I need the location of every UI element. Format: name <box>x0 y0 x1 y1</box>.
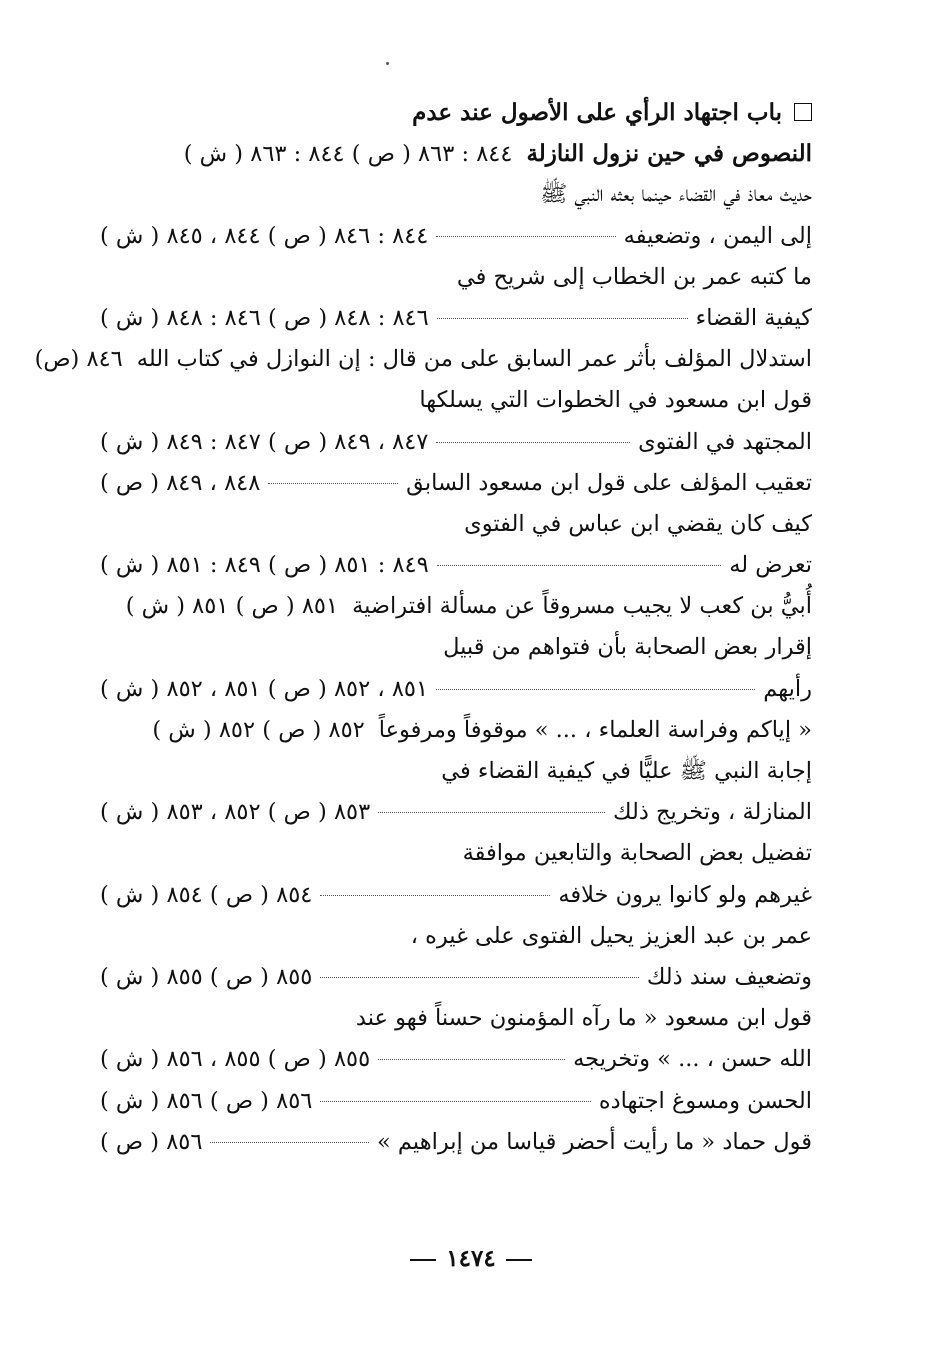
entry-text: الله حسن ، ... » وتخريجه <box>573 1046 812 1073</box>
page-refs: ٨٥٦ ( ص ) ٨٥٦ ( ش ) <box>100 1087 313 1114</box>
page-refs: ٨٤٩ : ٨٥١ ( ص ) ٨٤٩ : ٨٥١ ( ش ) <box>100 552 429 579</box>
entry-text: عمر بن عبد العزيز يحيل الفتوى على غيره ، <box>410 922 812 949</box>
entry-text: رأيهم <box>763 675 812 702</box>
index-entry <box>100 669 812 710</box>
dotted-leader <box>436 442 630 443</box>
page-refs: ٨٥٥ ( ص ) ٨٥٥ ( ش ) <box>100 963 313 990</box>
checkbox-square-icon <box>794 103 812 121</box>
index-entry <box>100 380 812 421</box>
page-refs: ٨٥١ ( ص ) ٨٥١ ( ش ) <box>125 593 339 620</box>
index-entry <box>100 627 812 668</box>
index-entry <box>100 833 812 874</box>
entry-text: إقرار بعض الصحابة بأن فتواهم من قبيل <box>443 634 812 661</box>
page-refs: ٨٥٢ ( ص ) ٨٥٢ ( ش ) <box>152 716 365 743</box>
entry-text: استدلال المؤلف بأثر عمر السابق على من قال : إن النوازل في كتاب الله <box>136 346 812 373</box>
section-heading-line-1 <box>100 92 812 133</box>
page-refs: ٨٥٣ ( ص ) ٨٥٢ ، ٨٥٣ ( ش ) <box>100 799 371 826</box>
page-refs: ٨٥١ ، ٨٥٢ ( ص ) ٨٥١ ، ٨٥٢ ( ش ) <box>100 675 429 702</box>
index-entry <box>100 998 812 1039</box>
index-entry <box>100 751 812 792</box>
page-refs: ٨٤٤ : ٨٤٦ ( ص ) ٨٤٤ ، ٨٤٥ ( ش ) <box>100 222 429 249</box>
index-entry <box>100 216 812 257</box>
page-refs: ٨٤٦ : ٨٤٨ ( ص ) ٨٤٦ : ٨٤٨ ( ش ) <box>100 304 429 331</box>
index-entry <box>100 422 812 463</box>
entry-text: قول ابن مسعود « ما رآه المؤمنون حسناً فهو عند <box>355 1005 812 1032</box>
index-entry <box>100 545 812 586</box>
section-heading-text-1: باب اجتهاد الرأي على الأصول عند عدم <box>412 99 782 126</box>
index-page <box>34 92 812 1163</box>
entry-text: المنازلة ، وتخريج ذلك <box>613 799 812 826</box>
footer-dash-left <box>506 1259 532 1261</box>
entry-text: كيفية القضاء <box>695 304 812 331</box>
entry-text: تعقيب المؤلف على قول ابن مسعود السابق <box>406 469 812 496</box>
entry-text: إلى اليمن ، وتضعيفه <box>623 222 812 249</box>
page-refs: ٨٥٥ ( ص ) ٨٥٥ ، ٨٥٦ ( ش ) <box>100 1046 371 1073</box>
entry-text: تعرض له <box>729 552 812 579</box>
entry-text: وتضعيف سند ذلك <box>646 963 812 990</box>
section-heading-text-2: النصوص في حين نزول النازلة <box>526 140 812 168</box>
entry-text: إجابة النبي ﷺ عليًّا في كيفية القضاء في <box>441 758 812 784</box>
entry-text: أُبيُّ بن كعب لا يجيب مسروقاً عن مسألة افتراضية <box>352 593 812 620</box>
entry-text: قول ابن مسعود في الخطوات التي يسلكها <box>419 387 812 414</box>
scan-speck <box>386 62 389 65</box>
index-entry <box>100 1122 812 1163</box>
index-entry <box>100 875 812 916</box>
index-entry <box>100 257 812 298</box>
index-entry <box>100 586 812 627</box>
index-entry <box>100 792 812 833</box>
dotted-leader <box>320 895 550 896</box>
entry-text: قول حماد « ما رأيت أحضر قياسا من إبراهيم » <box>377 1128 812 1155</box>
page-footer <box>0 1245 942 1272</box>
index-entry <box>100 504 812 545</box>
index-entry <box>100 957 812 998</box>
entry-text: المجتهد في الفتوى <box>638 428 812 455</box>
page-refs: ٨٥٦ ( ص ) <box>100 1128 203 1155</box>
index-entry <box>100 1039 812 1080</box>
index-entry <box>100 463 812 504</box>
entry-text: كيف كان يقضي ابن عباس في الفتوى <box>464 510 812 537</box>
dotted-leader <box>268 483 398 484</box>
entry-text: « إياكم وفراسة العلماء ، ... » موقوفاً ومرفوعاً <box>378 716 812 743</box>
dotted-leader <box>210 1142 369 1143</box>
page-refs: ٨٥٤ ( ص ) ٨٥٤ ( ش ) <box>100 881 313 908</box>
dotted-leader <box>378 812 605 813</box>
page-refs: ٨٤٧ ، ٨٤٩ ( ص ) ٨٤٧ : ٨٤٩ ( ش ) <box>100 428 429 455</box>
dotted-leader <box>436 236 615 237</box>
page-refs: ٨٤٦ (ص) <box>34 346 123 373</box>
index-entry <box>100 1081 812 1122</box>
dotted-leader <box>320 1101 590 1102</box>
entry-text: الحسن ومسوغ اجتهاده <box>598 1087 812 1114</box>
page-refs: ٨٤٤ : ٨٦٣ ( ص ) ٨٤٤ : ٨٦٣ ( ش ) <box>183 141 513 168</box>
entry-text: تفضيل بعض الصحابة والتابعين موافقة <box>462 840 812 867</box>
dotted-leader <box>320 977 638 978</box>
dotted-leader <box>437 565 721 566</box>
entry-text: ما كتبه عمر بن الخطاب إلى شريح في <box>456 263 812 290</box>
index-entry <box>100 174 812 215</box>
entry-text: غيرهم ولو كانوا يرون خلافه <box>558 881 812 908</box>
index-entry <box>34 339 812 380</box>
index-entry <box>100 298 812 339</box>
page-refs: ٨٤٨ ، ٨٤٩ ( ص ) <box>100 469 261 496</box>
dotted-leader <box>378 1059 565 1060</box>
footer-dash-right <box>410 1259 436 1261</box>
dotted-leader <box>436 689 755 690</box>
index-entry <box>100 710 812 751</box>
page-number: ١٤٧٤ <box>446 1245 496 1272</box>
dotted-leader <box>437 318 688 319</box>
index-entry <box>100 916 812 957</box>
entry-text: حديث معاذ في القضاء حينما بعثه النبي ﷺ <box>540 181 812 208</box>
section-heading-line-2 <box>100 133 812 174</box>
